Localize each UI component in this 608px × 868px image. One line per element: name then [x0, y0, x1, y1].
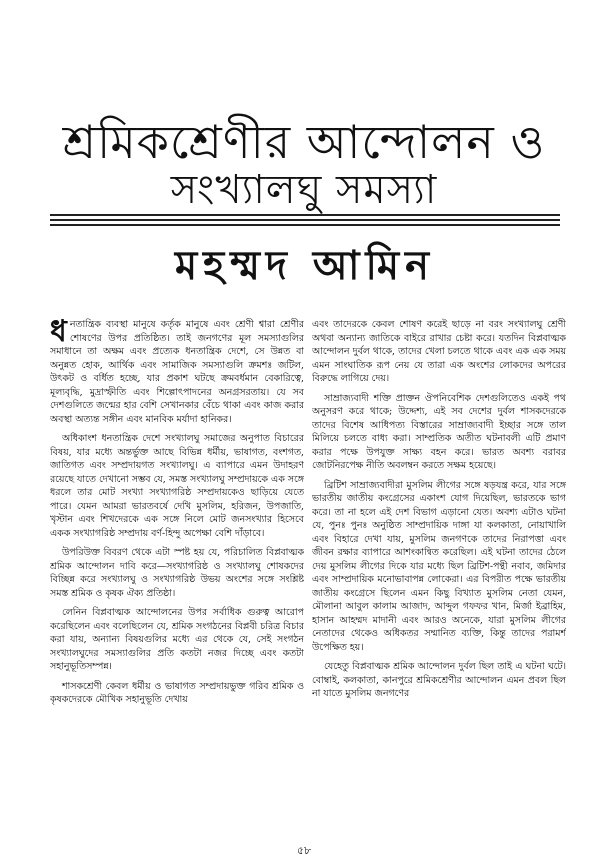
title-rule-lines — [50, 214, 560, 229]
body-paragraph: অধিকাংশ ধনতান্ত্রিক দেশে সংখ্যালঘু সমাজের অনুপাত বিচারের বিষয়, যার মধ্যে অন্তর্ভুক্ত আছে বিভিন্ন ধর্মীয়, ভাষাগত, বংশগত, জাতিগত এবং সম্প্রদায়গত সংখ্যালঘু। এ ব্যাপারে এমন উদাহরণ রয়েছে যাতে দেখানো সম্ভব যে, সমস্ত সংখ্যালঘু সম্প্রদায়কে এক সঙ্গে ধরলে তার মোট সংখ্যা সংখ্যাগরিষ্ঠ সম্প্রদায়কেও ছাড়িয়ে যেতে পারে। যেমন আমরা ভারতবর্ষে দেখি মুসলিম, হরিজন, উপজাতি, খৃস্টান এবং শিখদেরকে এক সঙ্গে নিলে মোট জনসংখ্যার হিসেবে একক সংখ্যাগরিষ্ঠ সম্প্রদায় বর্ণ-হিন্দু অপেক্ষা বেশি দাঁড়াবে। — [50, 433, 304, 539]
body-column-right — [312, 318, 566, 838]
article-author: মহম্মদ আমিন — [174, 243, 436, 289]
title-rule — [50, 219, 560, 221]
body-paragraph: যেহেতু বিপ্লবাত্মক শ্রমিক আন্দোলন দুর্বল ছিল তাই এ ঘটনা ঘটে। বোম্বাই, কলকাতা, কানপুরে শ্রমিকশ্রেণীর আন্দোলন এমন প্রবল ছিল না যাতে মুসলিম জনগণের — [312, 661, 566, 699]
body-paragraph: শাসকশ্রেণী কেবল ধর্মীয় ও ভাষাগত সম্প্রদায়ভুক্ত গরিব শ্রমিক ও কৃষকদেরকে মৌখিক সহানুভূতি দেখায় — [50, 680, 304, 705]
article-title-line-2: সংখ্যালঘু সমস্যা — [170, 167, 438, 213]
article-title-line-1: শ্রমিকশ্রেণীর আন্দোলন ও — [62, 115, 546, 169]
body-column-left — [50, 318, 304, 838]
body-paragraph: এবং তাদেরকে কেবল শোষণ করেই ছাড়ে না বরং সংখ্যালঘু শ্রেণী অথবা অন্যান্য জাতিকে বাইরে রাখার চেষ্টা করে। যতদিন বিপ্লবাত্মক আন্দোলন দুর্বল থাকে, তাদের খেলা চলতে থাকে এবং এক এক সময় এমন সাংঘাতিক রূপ নেয় যে তারা এক অংশের লোকদের অপরের বিরুদ্ধে লাগিয়ে দেয়। — [312, 319, 566, 384]
body-paragraph: উপরিউক্ত বিবরণ থেকে এটা স্পষ্ট হয় যে, পরিচালিত বিপ্লবাত্মক শ্রমিক আন্দোলন দাবি করে—সংখ্যাগরিষ্ঠ ও সংখ্যালঘু শোষকদের বিচ্ছিন্ন করে সংখ্যালঘু ও সংখ্যাগরিষ্ঠ উভয় অংশের সঙ্গে সংশ্লিষ্ট সমস্ত শ্রমিক ও কৃষক ঐক্য প্রতিষ্ঠা। — [50, 547, 304, 599]
body-paragraph: সাম্রাজ্যবাদী শক্তি প্রাক্তন ঔপনিবেশিক দেশগুলিতেও একই পথ অনুসরণ করে থাকে; উদ্দেশ্য, এই সব দেশের দুর্বল শাসকদেরকে তাদের বিশেষ আধিপত্য বিস্তারের সাম্রাজ্যবাদী ইচ্ছার সঙ্গে তাল মিলিয়ে চলতে বাধ্য করা। সাম্প্রতিক অতীত ঘটনাবলী এটি প্রমাণ করার পক্ষে উপযুক্ত সাক্ষ্য বহন করে। ভারত অবশ্য বরাবর জোটনিরপেক্ষ নীতি অবলম্বন করতে সক্ষম হয়েছে। — [312, 392, 566, 471]
body-paragraph: ব্রিটিশ সাম্রাজ্যবাদীরা মুসলিম লীগের সঙ্গে ষড়যন্ত্র করে, যার সঙ্গে ভারতীয় জাতীয় কংগ্রেসের একাংশ যোগ দিয়েছিল, ভারতকে ভাগ করে। তা না হলে এই দেশ বিভাগ এড়ানো যেত। অবশ্য এটাও ঘটনা যে, পুনঃ পুনঃ অনুষ্ঠিত সাম্প্রদায়িক দাঙ্গা যা কলকাতা, নোয়াখালি এবং বিহারে দেখা যায়, মুসলিম জনগণকে তাদের নিরাপত্তা এবং জীবন রক্ষার ব্যাপারে আশংকান্বিত করেছিল। এই ঘটনা তাদের ঠেলে দেয় মুসলিম লীগের দিকে যার মধ্যে ছিল ব্রিটিশ-পন্থী নবাব, জমিদার এবং সাম্প্রদায়িক মনোভাবাপন্ন লোকেরা। এর বিপরীত পক্ষে ভারতীয় জাতীয় কংগ্রেসে ছিলেন এমন কিছু বিখ্যাত মুসলিম নেতা যেমন, মৌলানা আবুল কালাম আজাদ, আব্দুল গফফর খান, মির্জা ইব্রাহিম, হাসান আহম্মদ মাদানী এবং আরও অনেকে, যারা মুসলিম লীগের নেতাদের থেকেও অধিকতর সম্মানিত ব্যক্তি, কিন্তু তাদের পরামর্শ উপেক্ষিত হয়। — [312, 479, 566, 653]
title-rule — [50, 214, 560, 216]
drop-cap: ধ — [50, 318, 67, 349]
paragraph-text: নতান্ত্রিক ব্যবস্থা মানুষে কর্তৃক মানুষে এবং শ্রেণী শ্বারা শ্রেণীর শোষণের উপর প্রতিষ্ঠিত। তাই জনগণের মূল সমস্যাগুলির সমাধানে তা অক্ষম এবং প্রত্যেক ধনতান্ত্রিক দেশে, সে উন্নত বা অনুন্নত হোক, আর্থিক এবং সামাজিক সমস্যাগুলি ক্রমশঃ জটিল, উৎকট ও বর্ধিত হচ্ছে, যার প্রকাশ ঘটছে ক্রমবর্ধমান বেকারিত্বে, মূল্যবৃদ্ধি, মুদ্রাস্ফীতি এবং শিল্পোৎপাদনের অনগ্রসরতায়। যে সব দেশগুলিতে জন্মের হার বেশি সেখানকার বেঁচে থাকা এবং কাজ করার অবস্থা অত্যন্ত সঙ্গীন এবং মানবিক মর্যাদা হানিকর। — [50, 319, 304, 425]
body-paragraph — [50, 318, 304, 426]
page-number: ৫৮ — [296, 844, 312, 857]
title-rule — [50, 224, 560, 226]
body-paragraph: লেনিন বিপ্লবাত্মক আন্দোলনের উপর সর্বাধিক গুরুত্ব আরোপ করেছিলেন এবং বলেছিলেন যে, শ্রমিক সংগঠনের বিপ্লবী চরিত্র বিচার করা যায়, অন্যান্য বিষয়গুলির মধ্যে এর থেকে যে, সেই সংগঠন সংখ্যালঘুদের সমস্যাগুলির প্রতি কতটা নজর দিচ্ছে এবং কতটা সহানুভূতিসম্পন্ন। — [50, 607, 304, 672]
